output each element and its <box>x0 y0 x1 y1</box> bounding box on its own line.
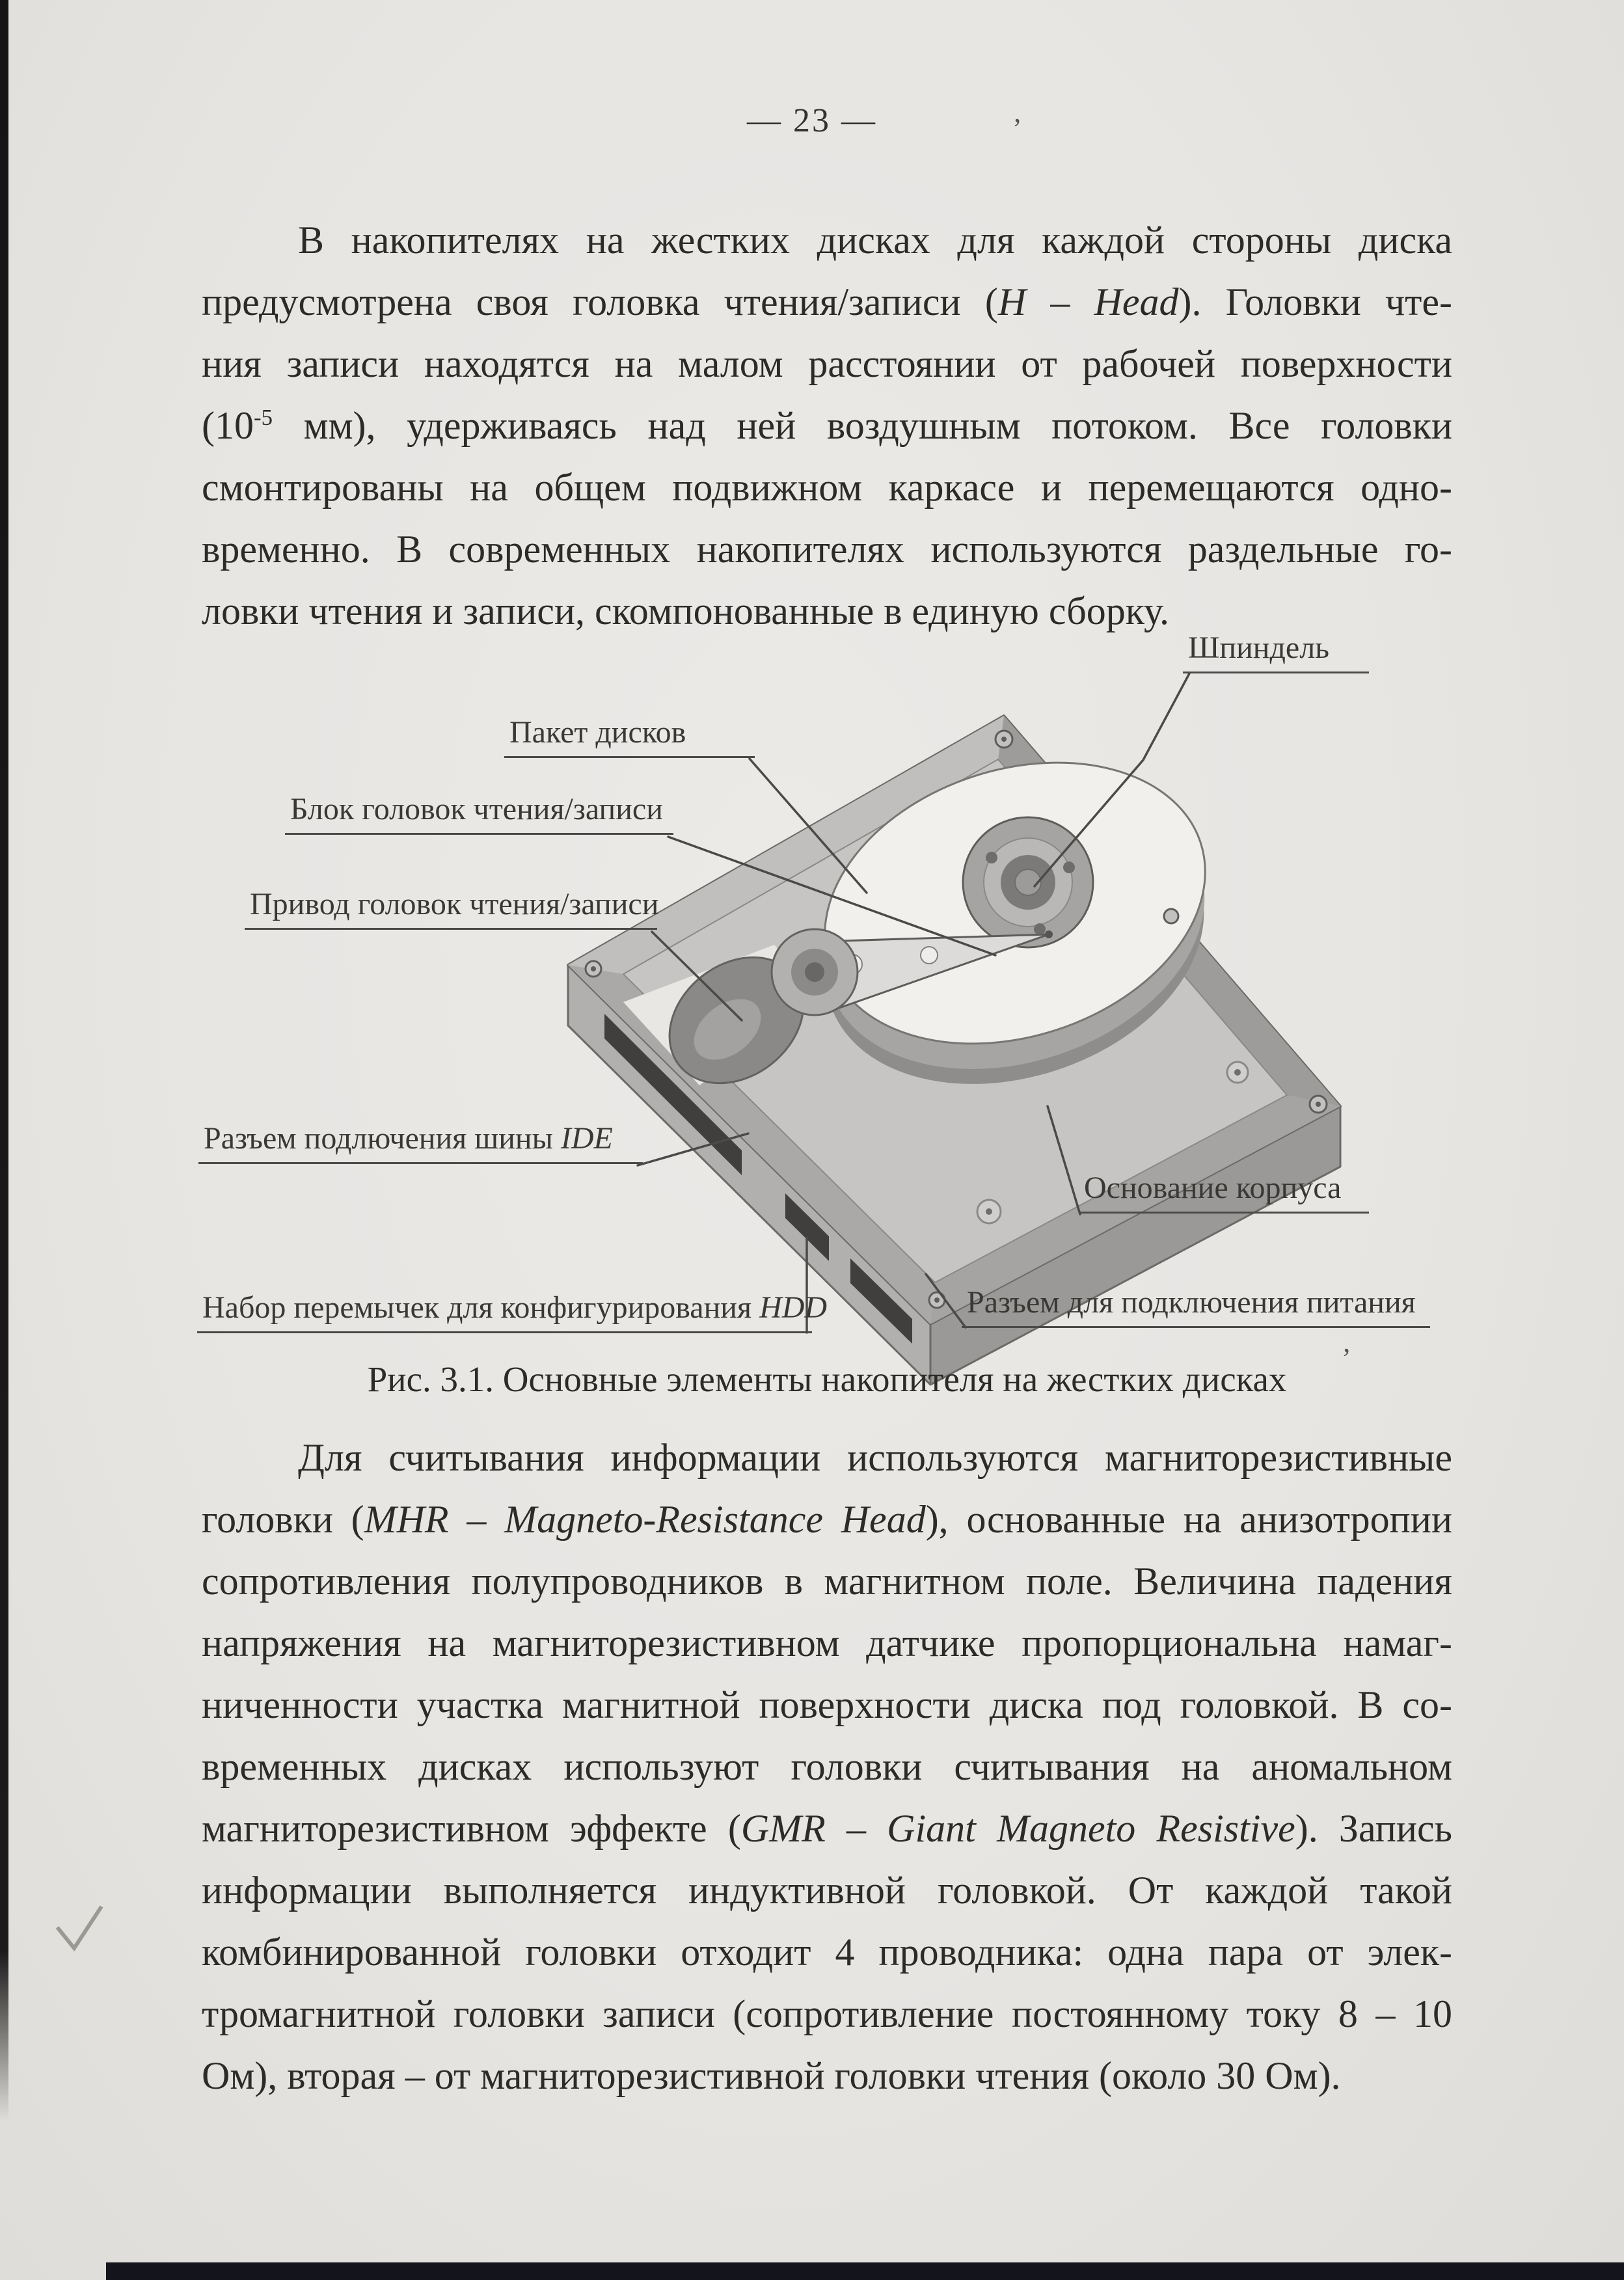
figure-label-power-connector: Разъем для подключения питания <box>962 1284 1430 1328</box>
figure-label-case-base: Основание корпуса <box>1079 1170 1369 1214</box>
text-line: магниторезистивном эффекте (GMR – Giant Magneto Resistive). Запись <box>202 1807 1453 1850</box>
scan-speck-top: ’ <box>1012 113 1022 144</box>
text-line: сопротивления полупроводников в магнитном поле. Величина падения <box>202 1560 1452 1603</box>
text-line: Для считывания информации используются магниторезистивные <box>298 1436 1452 1479</box>
figure-label-head-actuator: Привод головок чтения/записи <box>245 886 657 930</box>
figure-caption: Рис. 3.1. Основные элементы накопителя на жестких дисках <box>367 1359 1287 1399</box>
text-line: ния записи находятся на малом расстоянии от рабочей поверхности <box>202 342 1452 385</box>
text-line: Ом), вторая – от магниторезистивной головки чтения (около 30 Ом). <box>202 2054 1341 2097</box>
text-line: комбинированной головки отходит 4 проводника: одна пара от элек- <box>202 1931 1452 1974</box>
text-line: смонтированы на общем подвижном каркасе и перемещаются одно- <box>202 466 1452 509</box>
figure-label-jumpers: Набор перемычек для конфигурирования HDD <box>197 1290 812 1333</box>
text-line: предусмотрена своя головка чтения/записи (H – Head). Головки чте- <box>202 280 1452 323</box>
text-line: напряжения на магниторезистивном датчике пропорциональна намаг- <box>202 1622 1452 1664</box>
figure-label-spindle: Шпиндель <box>1183 630 1369 673</box>
text-line: временных дисках используют головки считывания на аномальном <box>202 1745 1452 1788</box>
text-line: временно. В современных накопителях используются раздельные го- <box>202 528 1452 571</box>
paragraph-2 <box>202 1427 1452 2107</box>
text-line: головки (MHR – Magneto-Resistance Head), основанные на анизотропии <box>202 1498 1452 1541</box>
spindle-drawing <box>963 817 1093 947</box>
scan-speck-caption: ’ <box>1342 1342 1351 1374</box>
page-number: — 23 — <box>747 102 877 139</box>
text-line: информации выполняется индуктивной головкой. От каждой такой <box>202 1869 1452 1912</box>
text-line: В накопителях на жестких дисках для каждой стороны диска <box>298 219 1452 262</box>
figure-label-head-block: Блок головок чтения/записи <box>285 791 673 835</box>
text-line: ниченности участка магнитной поверхности диска под головкой. В со- <box>202 1683 1452 1726</box>
text-line: ловки чтения и записи, скомпонованные в единую сборку. <box>202 590 1170 632</box>
figure-label-platter-stack: Пакет дисков <box>504 714 755 758</box>
text-line: ($10^{-5}$ мм), удерживаясь над ней воздушным потоком. Все головки <box>202 404 1452 447</box>
figure-label-ide-connector: Разъем подлючения шины IDE <box>198 1120 643 1164</box>
text-line: тромагнитной головки записи (сопротивление постоянному току 8 – 10 <box>202 1992 1452 2035</box>
